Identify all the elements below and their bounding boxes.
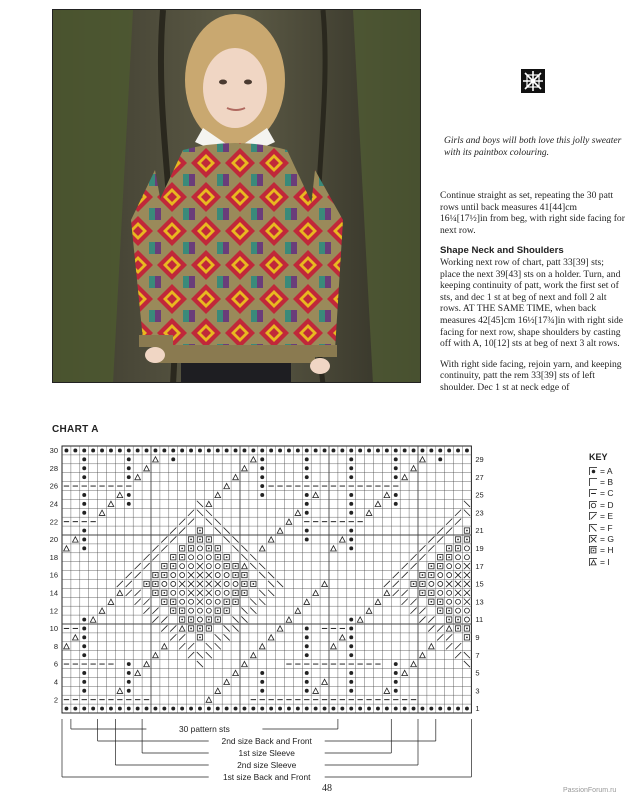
row-label-left: 8 bbox=[53, 641, 58, 651]
row-label-right: 29 bbox=[475, 455, 484, 465]
key-label: = F bbox=[600, 522, 613, 533]
sweater-photo bbox=[52, 9, 421, 383]
backslash-symbol-icon bbox=[589, 524, 597, 532]
row-label-left: 10 bbox=[49, 624, 58, 634]
square-symbol-icon bbox=[589, 546, 597, 554]
size-range-indicator bbox=[71, 719, 338, 734]
chart-grid bbox=[40, 440, 500, 785]
key-item bbox=[589, 511, 614, 522]
instruction-paragraph: Working next row of chart, patt 33[39] sts; place the next 39[43] sts on a holder. Turn, and keeping continuity of patt, work the first set of sts, and dec 1 st at beg of next and foll 2 alt rows. AT THE SAME TIME, when back measures 42[45]cm 16½[17¾]in with right side facing for next row, shape shoulders by casting off with A, 10[12] sts at beg of next 3 alt rows. bbox=[440, 256, 624, 350]
instruction-paragraph: With right side facing, rejoin yarn, and keeping continuity, patt the rem 33[39] sts of left shoulder. Dec 1 st at neck edge of bbox=[440, 358, 622, 393]
row-label-left: 2 bbox=[53, 695, 58, 705]
row-label-left: 14 bbox=[49, 588, 58, 598]
row-label-right: 1 bbox=[475, 704, 480, 714]
key-item bbox=[589, 545, 614, 556]
row-label-right: 27 bbox=[475, 472, 484, 482]
celtic-knot-icon bbox=[520, 68, 546, 94]
row-label-left: 24 bbox=[49, 499, 58, 509]
row-label-left: 18 bbox=[49, 552, 58, 562]
child-in-sweater-illustration bbox=[53, 10, 421, 383]
row-label-right: 5 bbox=[475, 668, 480, 678]
key-item bbox=[589, 556, 614, 567]
row-label-right: 11 bbox=[475, 615, 484, 625]
key-item bbox=[589, 476, 614, 487]
row-label-left: 26 bbox=[49, 481, 58, 491]
row-label-left: 12 bbox=[49, 606, 58, 616]
row-label-right: 9 bbox=[475, 633, 480, 643]
size-range-label: 2nd size Back and Front bbox=[221, 736, 312, 746]
row-label-right: 23 bbox=[475, 508, 484, 518]
row-label-left: 6 bbox=[53, 659, 58, 669]
key-label: = A bbox=[600, 465, 613, 476]
section-heading: Shape Neck and Shoulders bbox=[440, 245, 564, 257]
chart-title: CHART A bbox=[52, 424, 99, 435]
blank-symbol-icon bbox=[589, 478, 597, 486]
row-label-right: 13 bbox=[475, 597, 484, 607]
key-item bbox=[589, 533, 614, 544]
chart-key bbox=[589, 452, 614, 568]
key-item bbox=[589, 488, 614, 499]
slash-symbol-icon bbox=[589, 512, 597, 520]
size-range-label: 30 pattern sts bbox=[179, 724, 230, 734]
dash-symbol-icon bbox=[589, 489, 597, 497]
key-label: = B bbox=[600, 477, 613, 488]
cross-symbol-icon bbox=[589, 535, 597, 543]
key-item bbox=[589, 499, 614, 510]
row-label-right: 17 bbox=[475, 561, 484, 571]
row-label-right: 15 bbox=[475, 579, 484, 589]
triangle-symbol-icon bbox=[589, 558, 597, 566]
key-label: = I bbox=[600, 556, 610, 567]
size-range-label: 2nd size Sleeve bbox=[237, 760, 297, 770]
key-label: = H bbox=[600, 545, 614, 556]
dot-symbol-icon bbox=[589, 467, 597, 475]
key-label: = D bbox=[600, 499, 614, 510]
row-label-right: 19 bbox=[475, 544, 484, 554]
row-label-right: 25 bbox=[475, 490, 484, 500]
key-item bbox=[589, 522, 614, 533]
row-label-right: 21 bbox=[475, 526, 484, 536]
size-range-label: 1st size Sleeve bbox=[238, 748, 295, 758]
photo-caption: Girls and boys will both love this jolly sweater with its paintbox colouring. bbox=[444, 136, 622, 158]
pattern-instructions bbox=[440, 190, 626, 403]
key-label: = E bbox=[600, 511, 613, 522]
watermark: PassionForum.ru bbox=[563, 787, 617, 794]
row-label-right: 3 bbox=[475, 686, 480, 696]
row-label-left: 22 bbox=[49, 517, 58, 527]
key-label: = C bbox=[600, 488, 614, 499]
row-label-left: 28 bbox=[49, 463, 58, 473]
page-number: 48 bbox=[322, 783, 332, 794]
instruction-paragraph: Continue straight as set, repeating the 30 patt rows until back measures 41[44]cm 16¼[17½]in from beg, with right side facing for next row. bbox=[440, 190, 625, 236]
chart-cells bbox=[62, 446, 471, 713]
row-label-left: 4 bbox=[53, 677, 58, 687]
key-label: = G bbox=[600, 534, 614, 545]
knitting-chart bbox=[40, 440, 500, 790]
row-label-left: 16 bbox=[49, 570, 58, 580]
circle-symbol-icon bbox=[589, 501, 597, 509]
row-label-right: 7 bbox=[475, 650, 480, 660]
key-title: KEY bbox=[589, 452, 608, 462]
row-label-left: 30 bbox=[49, 446, 58, 456]
size-range-label: 1st size Back and Front bbox=[222, 772, 311, 782]
key-item bbox=[589, 465, 614, 476]
row-label-left: 20 bbox=[49, 535, 58, 545]
